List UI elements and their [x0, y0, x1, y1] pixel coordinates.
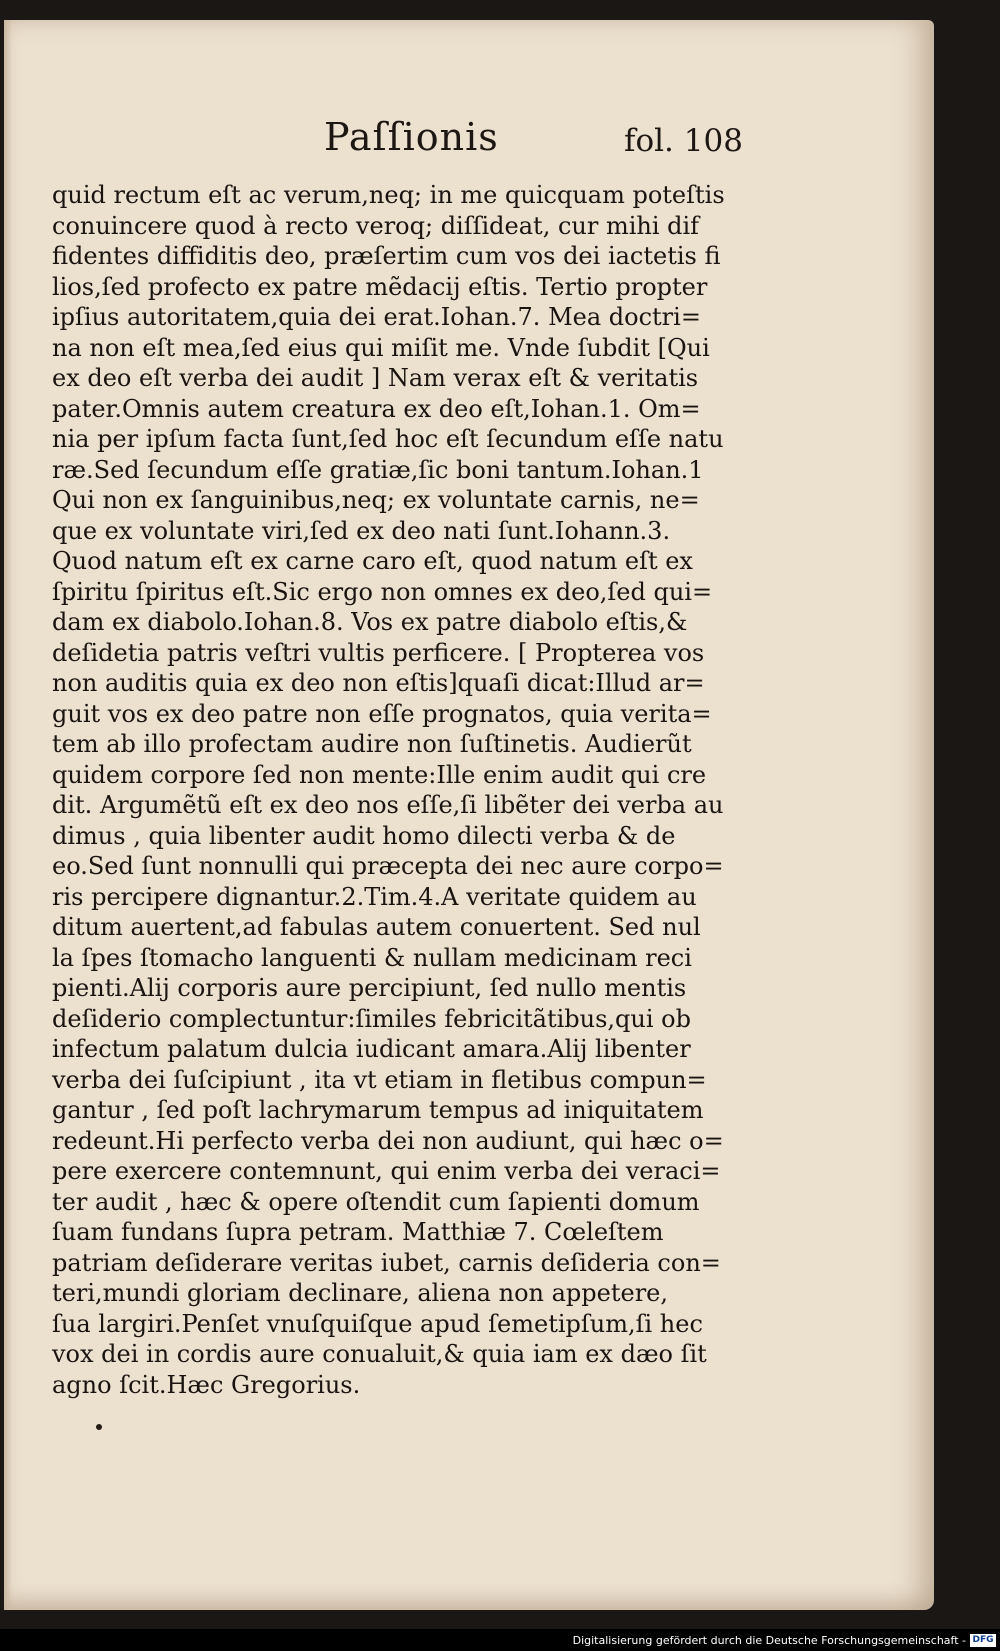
body-text [52, 180, 742, 1400]
dfg-logo-icon: DFG [970, 1634, 996, 1647]
text-line: pienti.Alij corporis aure percipiunt, ſed nullo mentis [52, 974, 687, 1002]
text-line: lios,ſed profecto ex patre mẽdacij eſtis. Tertio propter [52, 272, 708, 301]
text-line: ex deo eſt verba dei audit ] Nam verax eſt & veritatis [52, 364, 699, 392]
text-line: ſuam fundans ſupra petram. Matthiæ 7. Cœleſtem [52, 1218, 664, 1246]
text-line: quidem corpore ſed non mente:Ille enim audit qui cre [52, 760, 707, 789]
book-page [4, 20, 934, 1610]
text-line: ſua largiri.Penſet vnuſquiſque apud ſemetipſum,ſi hec [52, 1309, 703, 1338]
funding-credit: Digitalisierung gefördert durch die Deutsche Forschungsgemeinschaft - [572, 1634, 966, 1647]
text-line: guit vos ex deo patre non eſſe prognatos, quia verita= [52, 699, 712, 728]
text-line: vox dei in cordis aure conualuit,& quia iam ex dæo ſit [52, 1340, 707, 1368]
text-line: redeunt.Hi perfecto verba dei non audiunt, qui hæc o= [52, 1126, 724, 1155]
text-line: ſpiritu ſpiritus eſt.Sic ergo non omnes ex deo,ſed qui= [52, 577, 713, 606]
folio-number: fol. 108 [624, 123, 743, 159]
text-line: Qui non ex ſanguinibus,neq; ex voluntate carnis, ne= [52, 486, 700, 514]
text-line: teri,mundi gloriam declinare, aliena non appetere, [52, 1279, 668, 1307]
text-line: ditum auertent,ad fabulas autem conuertent. Sed nul [52, 913, 701, 941]
text-line: quid rectum eſt ac verum,neq; in me quicquam poteſtis [52, 181, 725, 209]
text-line: fidentes diffiditis deo, præſertim cum vos dei iactetis fi [52, 242, 721, 270]
running-title: Paſſionis [324, 115, 499, 159]
text-line: infectum palatum dulcia iudicant amara.Alij libenter [52, 1035, 691, 1063]
text-line: dit. Argumẽtũ eſt ex deo nos eſſe,ſi libẽter dei verba au [52, 791, 724, 819]
text-line: ræ.Sed ſecundum eſſe gratiæ,ſic boni tantum.Iohan.1 [52, 455, 704, 484]
text-line: pere exercere contemnunt, qui enim verba dei veraci= [52, 1157, 721, 1185]
text-line: deſiderio complectuntur:ſimiles febricitãtibus,qui ob [52, 1004, 691, 1033]
text-line: nia per ipſum facta ſunt,ſed hoc eſt ſecundum eſſe natu [52, 425, 724, 453]
text-line: la ſpes ſtomacho languenti & nullam medicinam reci [52, 943, 692, 972]
text-line: deſidetia patris veſtri vultis perficere. [ Propterea vos [52, 638, 705, 667]
text-line: verba dei ſuſcipiunt , ita vt etiam in fletibus compun= [52, 1065, 707, 1094]
text-line: pater.Omnis autem creatura ex deo eſt,Iohan.1. Om= [52, 394, 701, 423]
text-line: ter audit , hæc & opere oſtendit cum ſapienti domum [52, 1187, 700, 1216]
text-line: ipſius autoritatem,quia dei erat.Iohan.7. Mea doctri= [52, 303, 701, 331]
text-line: ris percipere dignantur.2.Tim.4.A veritate quidem au [52, 882, 697, 911]
text-line: conuincere quod à recto veroq; diſſideat, cur mihi dif [52, 211, 700, 240]
text-line: na non eſt mea,ſed eius qui miſit me. Vnde ſubdit [Qui [52, 333, 710, 362]
footer-bar [0, 1629, 1000, 1651]
text-line: agno ſcit.Hæc Gregorius. [52, 1370, 361, 1399]
text-line: eo.Sed ſunt nonnulli qui præcepta dei nec aure corpo= [52, 852, 724, 880]
text-line: dam ex diabolo.Iohan.8. Vos ex patre diabolo eſtis,& [52, 608, 688, 636]
text-line: gantur , ſed poſt lachrymarum tempus ad iniquitatem [52, 1096, 704, 1124]
text-line: non auditis quia ex deo non eſtis]quaſi dicat:Illud ar= [52, 669, 705, 697]
text-line: tem ab illo profectam audire non ſuſtinetis. Audierũt [52, 730, 692, 758]
text-line: Quod natum eſt ex carne caro eſt, quod natum eſt ex [52, 547, 693, 575]
ink-dot-mark [96, 1424, 102, 1430]
text-line: dimus , quia libenter audit homo dilecti verba & de [52, 821, 676, 850]
text-line: patriam deſiderare veritas iubet, carnis deſideria con= [52, 1248, 721, 1277]
text-line: que ex voluntate viri,ſed ex deo nati ſunt.Iohann.3. [52, 516, 671, 545]
page-gutter-shadow [4, 20, 12, 1610]
